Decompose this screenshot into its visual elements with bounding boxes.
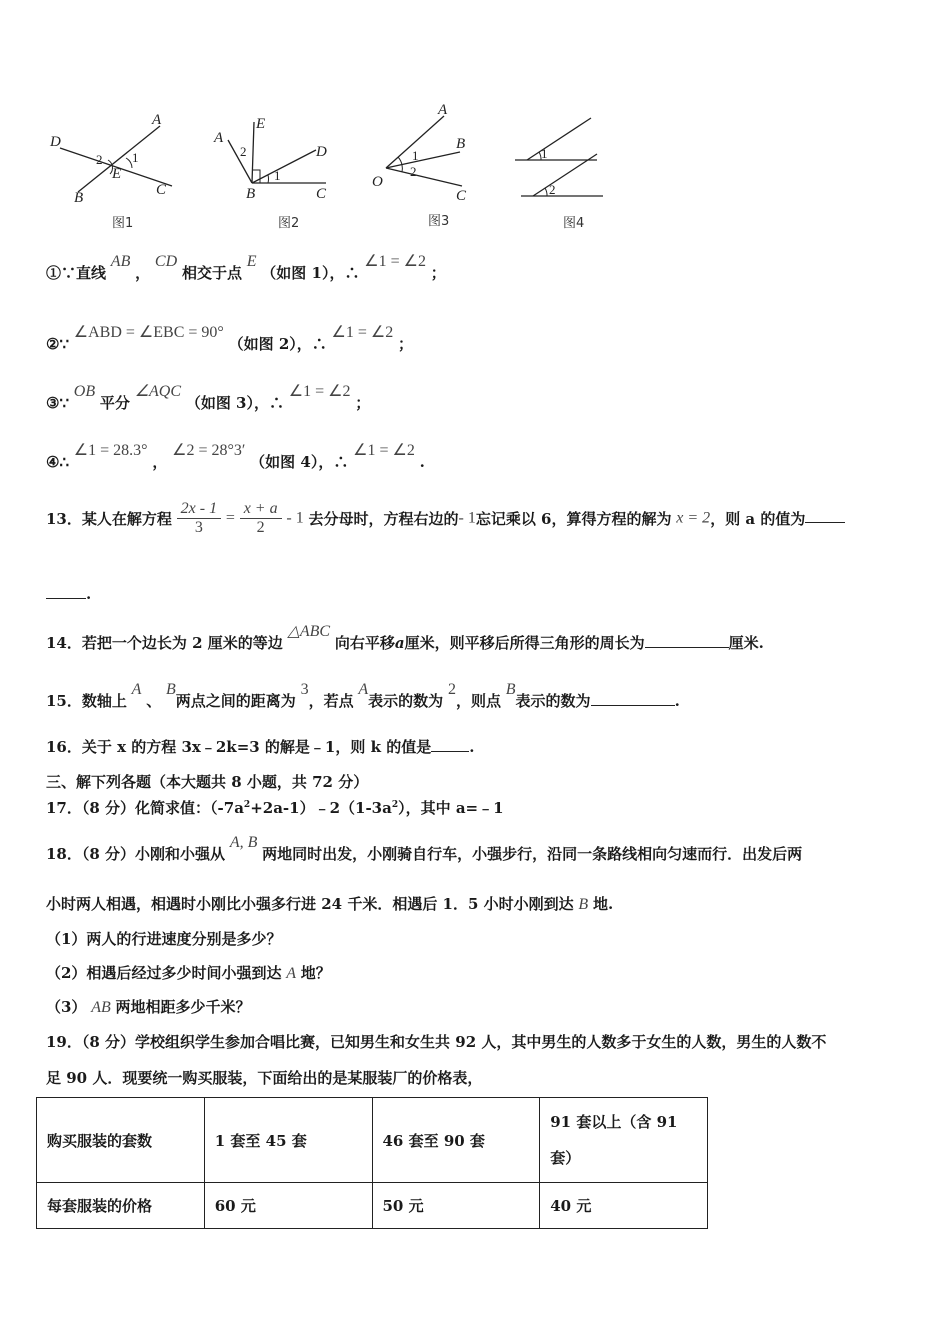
question-18-line1 [46, 834, 803, 864]
fig3-label-B: B [456, 136, 466, 152]
figure-2-diagram [208, 108, 358, 203]
figure-3 [366, 100, 496, 230]
fig3-caption: 图3 [428, 214, 450, 229]
section-3-title: 三、解下列各题（本大题共 8 小题，共 72 分） [46, 773, 369, 791]
fig3-label-A: A [438, 102, 448, 118]
q15-answer-blank[interactable] [591, 705, 675, 706]
statement-2 [46, 324, 414, 354]
q13-minus1: - 1 [286, 509, 304, 527]
price-table-header-2: 46 套至 90 套 [372, 1098, 540, 1183]
q18-b: B [578, 896, 589, 913]
q18-sub2 [46, 962, 331, 983]
fig3-label-C: C [456, 188, 467, 200]
s2-text2: （如图 2），∴ [228, 335, 327, 353]
fig4-angle-2: 2 [549, 182, 556, 197]
q18-line2-prefix: 小时两人相遇，相遇时小刚比小强多行进 24 千米．相遇后 1．5 小时小刚到达 [46, 895, 574, 913]
q17-sup1: 2 [243, 800, 251, 810]
figure-4-diagram [505, 108, 620, 203]
q17-prefix: 17．（8 分）化简求值：（-7a [46, 799, 244, 817]
q15-A2: A [358, 681, 369, 698]
q14-prefix: 14．若把一个边长为 2 厘米的等边 [46, 634, 283, 652]
q13-text1: 去分母时，方程右边的 [308, 510, 459, 528]
s3-aqc: ∠AQC [134, 383, 182, 400]
s3-text1: 平分 [99, 394, 130, 412]
fig4-caption: 图4 [563, 216, 585, 231]
price-table-cell-2: 50 元 [372, 1183, 540, 1229]
q14-a: a [394, 634, 405, 652]
q18-sub2-prefix: （2）相遇后经过多少时间小强到达 [46, 964, 282, 982]
figure-3-diagram [366, 100, 496, 200]
q19-line2: 足 90 人．现要统一购买服装，下面给出的是某服装厂的价格表， [46, 1069, 483, 1087]
price-table-header-3a: 91 套以上（含 91 [550, 1113, 678, 1131]
q15-A: A [131, 681, 142, 698]
s3-num: ③∵ [46, 394, 69, 412]
s4-cond2: ∠2 = 28°3′ [172, 442, 246, 459]
fig2-label-C: C [316, 186, 327, 202]
figure-1 [40, 108, 190, 233]
q17-mid: +2a-1）﹣2（1-3a [250, 799, 392, 817]
s3-conclusion: ∠1 = ∠2 [288, 383, 351, 400]
s2-num: ②∵ [46, 335, 69, 353]
q18-sub2-a: A [286, 965, 297, 982]
q18-line1-prefix: 18．（8 分）小刚和小强从 [46, 845, 226, 863]
q15-B2: B [505, 681, 516, 698]
s4-comma: ， [152, 453, 168, 471]
q16-end: . [469, 738, 475, 756]
q13-fraction-right [240, 500, 282, 537]
s4-cond1: ∠1 = 28.3° [73, 442, 148, 459]
q15-prefix: 15．数轴上 [46, 692, 127, 710]
s4-text2: （如图 4），∴ [250, 453, 349, 471]
q13-text2: 忘记乘以 6，算得方程的解为 [475, 510, 672, 528]
s2-conclusion: ∠1 = ∠2 [331, 324, 394, 341]
s3-ob: OB [73, 383, 96, 400]
question-14 [46, 623, 764, 653]
fig2-caption: 图2 [278, 216, 300, 231]
q14-text1: 向右平移 [334, 634, 395, 652]
figure-1-diagram [40, 108, 190, 203]
question-16 [46, 736, 474, 757]
s1-conclusion: ∠1 = ∠2 [364, 253, 426, 270]
fig1-angle-2: 2 [96, 152, 103, 167]
q15-text1: 两点之间的距离为 [175, 692, 296, 710]
s2-condition: ∠ABD = ∠EBC = 90° [73, 324, 224, 341]
fig1-angle-1: 1 [132, 150, 139, 165]
q15-text5: 表示的数为 [515, 692, 591, 710]
q15-B: B [166, 681, 176, 698]
fig1-label-D: D [50, 134, 61, 150]
price-table-header-1: 1 套至 45 套 [204, 1098, 372, 1183]
price-table-cell-3: 40 元 [540, 1183, 708, 1229]
s1-text2: （如图 1），∴ [261, 264, 360, 282]
q17-end: ），其中 a=﹣1 [398, 799, 504, 817]
q13-prefix: 13．某人在解方程 [46, 510, 172, 528]
q15-value-a: 2 [447, 681, 456, 698]
fig2-label-D: D [316, 144, 327, 160]
q14-unit: 厘米. [728, 634, 764, 652]
question-17 [46, 797, 504, 818]
q13-m1: - 1 [458, 509, 476, 527]
price-table-cell-0: 每套服装的价格 [37, 1183, 205, 1229]
q19-line1: 19．（8 分）学校组织学生参加合唱比赛，已知男生和女生共 92 人，其中男生的人数多于女生的人数，男生的人数不 [46, 1033, 827, 1051]
q18-line1-suffix: 两地同时出发，小刚骑自行车，小强步行，沿同一条路线相向匀速而行．出发后两 [262, 845, 803, 863]
price-table-header-row [37, 1098, 708, 1183]
q18-ab: A, B [229, 834, 258, 851]
q15-text3: 表示的数为 [368, 692, 444, 710]
q13-answer-blank-a[interactable] [805, 522, 845, 523]
q14-triangle: △ABC [287, 623, 331, 640]
fig1-label-B: B [74, 190, 84, 203]
fig2-angle-1: 1 [274, 168, 281, 183]
s1-e: E [246, 253, 257, 270]
q13-fraction-left [177, 500, 221, 537]
fig4-angle-1: 1 [541, 146, 548, 161]
s1-ab: AB [110, 253, 131, 270]
q15-text2: ，若点 [308, 692, 354, 710]
q13-end: . [86, 585, 92, 603]
price-table-header-0: 购买服装的套数 [37, 1098, 205, 1183]
price-table [36, 1097, 708, 1229]
q13-answer-blank-b[interactable] [46, 598, 86, 599]
q18-sub3-ab: AB [91, 999, 111, 1016]
figure-2 [208, 108, 358, 233]
statement-3 [46, 383, 371, 413]
fig2-label-B: B [246, 186, 256, 202]
q16-prefix: 16．关于 x 的方程 3x﹣2k=3 的解是﹣1，则 k 的值是 [46, 738, 432, 756]
s1-comma: ， [135, 264, 151, 282]
q18-sub2-suffix: 地？ [300, 964, 331, 982]
q13-den1: 3 [194, 519, 203, 536]
price-table-cell-1: 60 元 [204, 1183, 372, 1229]
q13-den2: 2 [256, 519, 265, 536]
q16-answer-blank[interactable] [431, 751, 469, 752]
s4-conclusion: ∠1 = ∠2 [353, 442, 415, 459]
s1-end: ； [430, 264, 446, 282]
fig3-angle-1: 1 [412, 148, 419, 163]
fig1-label-A: A [152, 112, 162, 128]
q13-text3: ，则 a 的值为 [710, 510, 806, 528]
question-13-cont [46, 585, 91, 603]
fig3-label-O: O [372, 174, 383, 190]
s1-num: ①∵直线 [46, 264, 107, 282]
q14-answer-blank[interactable] [645, 647, 729, 648]
q14-text2: 厘米，则平移后所得三角形的周长为 [404, 634, 645, 652]
fig2-angle-2: 2 [240, 144, 247, 159]
fig1-caption: 图1 [112, 216, 134, 231]
q15-text4: ，则点 [455, 692, 501, 710]
s3-end: ； [355, 394, 371, 412]
q18-sub3-suffix: 两地相距多少千米？ [115, 998, 251, 1016]
question-13 [46, 500, 845, 537]
s4-num: ④∴ [46, 453, 69, 471]
s2-end: ； [398, 335, 414, 353]
fig1-label-C: C [156, 182, 167, 198]
s4-end: . [419, 453, 425, 471]
q15-sep: 、 [146, 692, 162, 710]
fig2-label-E: E [256, 116, 266, 132]
q15-distance: 3 [300, 681, 309, 698]
q13-num2: x + a [240, 500, 282, 519]
price-table-header-3 [540, 1098, 708, 1183]
price-table-header-3b: 套） [550, 1149, 581, 1167]
q18-sub3-prefix: （3） [46, 998, 87, 1016]
q18-line2-suffix: 地. [592, 895, 614, 913]
fig2-label-A: A [214, 130, 224, 146]
figure-4 [505, 108, 620, 233]
statement-4 [46, 442, 425, 472]
price-table-row [37, 1183, 708, 1229]
q13-solution: x = 2 [676, 509, 711, 527]
fig1-label-E: E [112, 166, 122, 182]
s3-text2: （如图 3），∴ [185, 394, 284, 412]
q13-num1: 2x - 1 [177, 500, 221, 519]
s1-text1: 相交于点 [181, 264, 242, 282]
q13-eq: = [225, 509, 235, 527]
q17-sup2: 2 [391, 800, 399, 810]
fig3-angle-2: 2 [410, 164, 417, 179]
q18-sub1: （1）两人的行进速度分别是多少？ [46, 930, 282, 948]
question-15 [46, 681, 680, 711]
s1-cd: CD [154, 253, 178, 270]
q18-sub3 [46, 996, 251, 1017]
question-18-line2 [46, 893, 613, 914]
q15-end: . [674, 692, 680, 710]
statement-1 [46, 253, 446, 283]
